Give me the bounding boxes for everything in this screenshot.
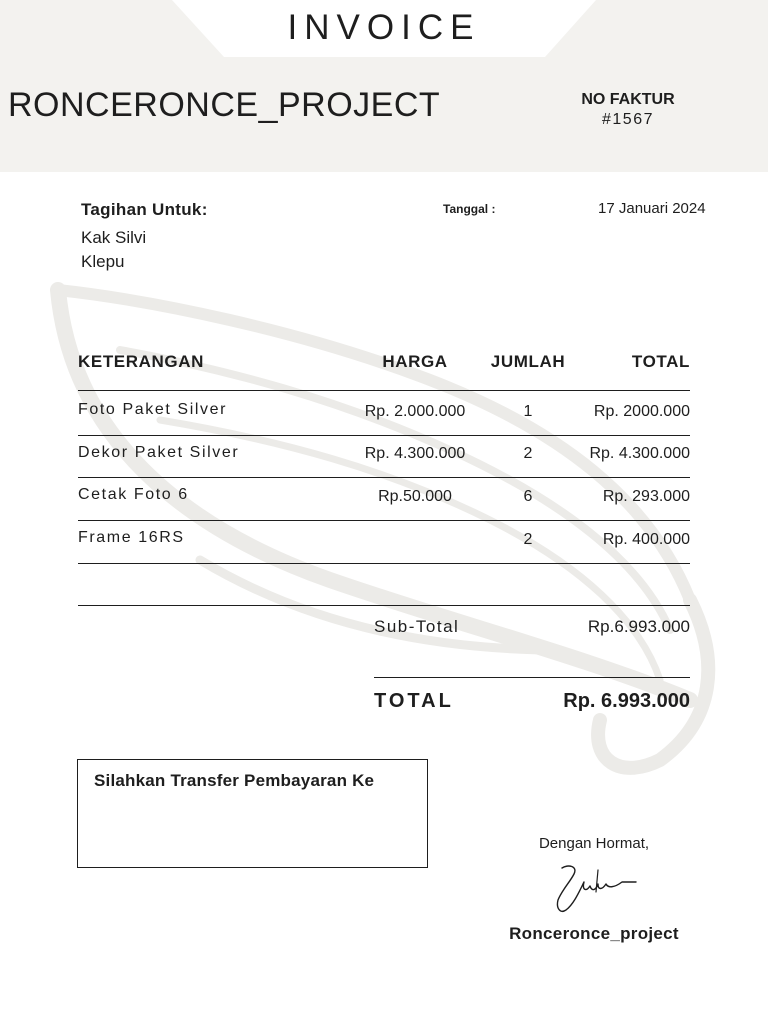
table-divider <box>78 435 690 436</box>
invoice-date: 17 Januari 2024 <box>598 200 706 217</box>
invoice-number: #1567 <box>602 111 654 128</box>
column-header-total: TOTAL <box>631 352 690 371</box>
row-qty: 1 <box>523 403 533 420</box>
row-qty: 6 <box>523 488 533 505</box>
row-price: Rp. 2.000.000 <box>364 403 466 420</box>
row-qty: 2 <box>523 531 533 548</box>
row-description: Dekor Paket Silver <box>78 444 240 461</box>
table-divider <box>78 477 690 478</box>
row-description: Cetak Foto 6 <box>78 486 189 503</box>
bill-to-label: Tagihan Untuk: <box>81 200 208 219</box>
row-total: Rp. 293.000 <box>602 488 690 505</box>
closing-text: Dengan Hormat, <box>538 835 650 852</box>
row-qty: 2 <box>523 445 533 462</box>
row-description: Frame 16RS <box>78 529 185 546</box>
table-divider <box>78 390 690 391</box>
table-divider <box>78 563 690 564</box>
summary-divider <box>374 677 690 678</box>
company-name: RONCERONCE_PROJECT <box>8 86 441 124</box>
row-price: Rp. 4.300.000 <box>364 445 466 462</box>
date-label: Tanggal : <box>443 202 496 216</box>
column-header-price: HARGA <box>382 352 448 371</box>
column-header-qty: JUMLAH <box>490 352 566 371</box>
column-header-description: KETERANGAN <box>78 352 204 371</box>
table-divider <box>78 605 690 606</box>
row-description: Foto Paket Silver <box>78 401 228 418</box>
grand-total-value: Rp. 6.993.000 <box>563 690 690 712</box>
invoice-title: INVOICE <box>287 8 481 47</box>
payment-instructions-text: Silahkan Transfer Pembayaran Ke <box>94 771 375 790</box>
table-divider <box>78 520 690 521</box>
row-total: Rp. 400.000 <box>602 531 690 548</box>
grand-total-label: TOTAL <box>374 690 454 712</box>
signature-icon <box>552 862 642 922</box>
signer-name: Ronceronce_project <box>509 924 679 943</box>
row-price: Rp.50.000 <box>378 488 452 505</box>
subtotal-label: Sub-Total <box>374 617 460 636</box>
payment-instructions-box <box>77 759 428 868</box>
row-total: Rp. 2000.000 <box>593 403 690 420</box>
invoice-number-label: NO FAKTUR <box>581 91 675 108</box>
customer-name: Kak Silvi <box>81 228 147 247</box>
subtotal-value: Rp.6.993.000 <box>587 617 690 636</box>
row-total: Rp. 4.300.000 <box>589 445 690 462</box>
customer-location: Klepu <box>81 252 125 271</box>
